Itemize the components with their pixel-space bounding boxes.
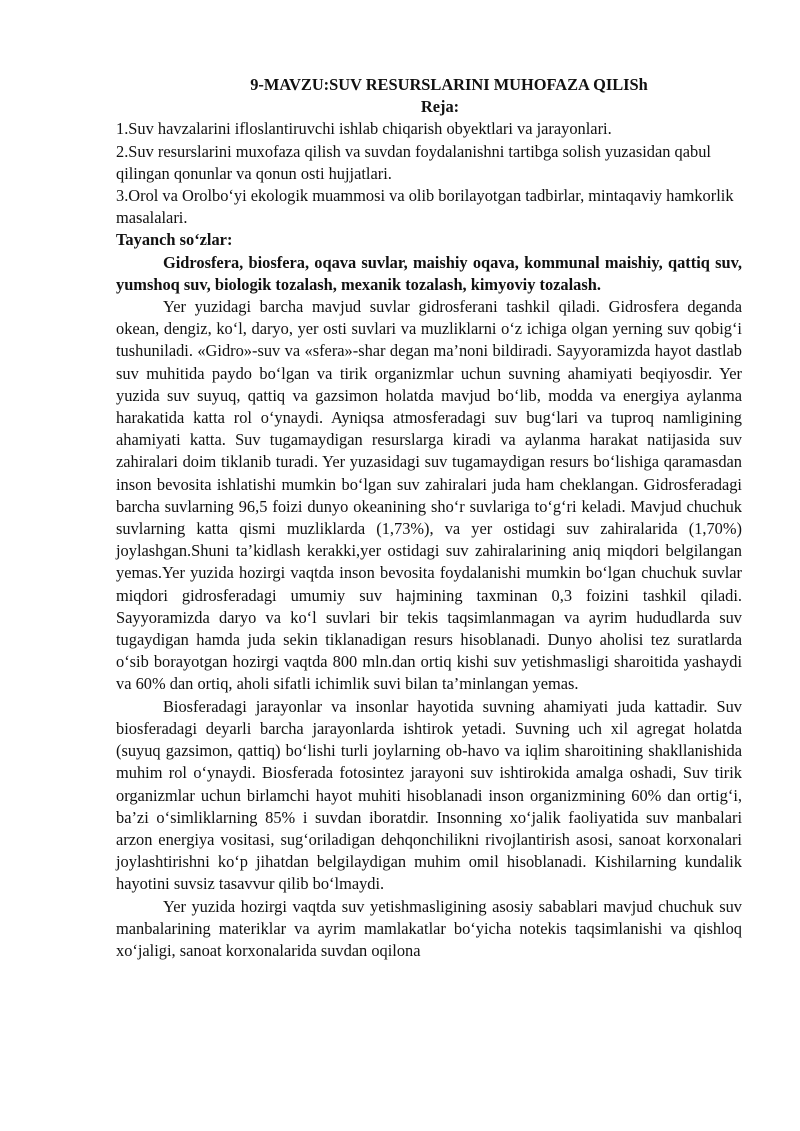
plan-item-2: 2.Suv resurslarini muxofaza qilish va suvdan foydalanishni tartibga solish yuzasidan qabul qilingan qonunlar va qonun osti hujjatlari. (116, 141, 711, 183)
body-paragraph-1: Yer yuzidagi barcha mavjud suvlar gidrosferani tashkil qiladi. Gidrosfera deganda okean, dengiz, ko‘l, daryo, yer osti suvlari va muzliklarni o‘z ichiga olgan yerning suv qobig‘i tushuniladi. «Gidro»-suv va «sfera»-shar degan ma’noni bildiradi. Sayyoramizda hayot dastlab suv muhitida paydo bo‘lgan va tirik organizmlar uchun suvning ahamiyati beqiyosdir. Yer yuzida suv suyuq, qattiq va gazsimon holatda mavjud bo‘lib, modda va energiya aylanma harakatida katta rol o‘ynaydi. Ayniqsa atmosferadagi suv bug‘lari va tuproq namligining ahamiyati katta. Suv tugamaydigan resurslarga kiradi va aylanma harakat natijasida suv zahiralari doim tiklanib turadi. Yer yuzasidagi suv tugamaydigan resurs bo‘lishiga qaramasdan inson bevosita ishlatishi mumkin bo‘lgan suv zahiralari juda ham cheklangan. Gidrosferadagi barcha suvlarning 96,5 foizi dunyo okeanining sho‘r suvlariga to‘g‘ri keladi. Mavjud chuchuk suvlarning katta qismi muzliklarda (1,73%), va yer ostidagi suv zahiralarida (1,70%) joylashgan.Shuni ta’kidlash kerakki,yer ostidagi suv zahiralarining aniq miqdori belgilangan yemas.Yer yuzida hozirgi vaqtda inson bevosita foydalanishi mumkin bo‘lgan chuchuk suvlar miqdori gidrosferadagi umumiy suv hajmining taxminan 0,3 foizini tashkil qiladi. Sayyoramizda daryo va ko‘l suvlari bir tekis taqsimlanmagan va ayrim hududlarda suv tugaydigan hamda juda sekin tiklanadigan resurs hisoblanadi. Dunyo aholisi tez suratlarda o‘sib borayotgan hozirgi vaqtda 800 mln.dan ortiq kishi suv yetishmasligi sharoitida yashaydi va 60% dan ortiq, aholi sifatli ichimlik suvi bilan ta’minlangan yemas. (116, 297, 742, 694)
plan-heading: Reja: (420, 97, 460, 117)
plan-item-1: 1.Suv havzalarini ifloslantiruvchi ishlab chiqarish obyektlari va jarayonlari. (116, 119, 612, 139)
body-paragraph-2: Biosferadagi jarayonlar va insonlar hayotida suvning ahamiyati juda kattadir. Suv biosferadagi deyarli barcha jarayonlarda ishtirok yetadi. Suvning uch xil agregat holatda (suyuq gazsimon, qattiq) bo‘lishi turli joylarning ob-havo va iqlim sharoitining shakllanishida muhim rol o‘ynaydi. Biosferada fotosintez jarayoni suv ishtirokida amalga oshadi, Suv tirik organizmlar uchun birlamchi hayot muhiti hisoblanadi inson organizmining 60% dan ortig‘i, ba’zi o‘simliklarning 85% i suvdan iboratdir. Insonning xo‘jalik faoliyatida suv manbalari arzon energiya vositasi, sug‘oriladigan dehqonchilikni rivojlantirish asosi, sanoat korxonalari joylashtirishni ko‘p jihatdan belgilaydigan muhim omil hisoblanadi. Kishilarning kundalik hayotini suvsiz tasavvur qilib bo‘lmaydi. (116, 696, 742, 894)
plan-item-3: 3.Orol va Orolbo‘yi ekologik muammosi va olib borilayotgan tadbirlar, mintaqaviy hamkorlik masalalari. (116, 186, 734, 228)
document-title: 9-MAVZU:SUV RESURSLARINI MUHOFAZA QILISh (250, 75, 648, 94)
document-page (116, 74, 742, 962)
keywords-text: Gidrosfera, biosfera, oqava suvlar, maishiy oqava, kommunal maishiy, qattiq suv, yumshoq suv, biologik tozalash, mexanik tozalash, kimyoviy tozalash. (116, 252, 742, 294)
body-paragraph-3: Yer yuzida hozirgi vaqtda suv yetishmasligining asosiy sabablari mavjud chuchuk suv manbalarining materiklar va ayrim mamlakatlar bo‘yicha notekis taqsimlanishi va qishloq xo‘jaligi, sanoat korxonalarida suvdan oqilona (116, 896, 742, 960)
keywords-heading: Tayanch so‘zlar: (116, 230, 233, 250)
